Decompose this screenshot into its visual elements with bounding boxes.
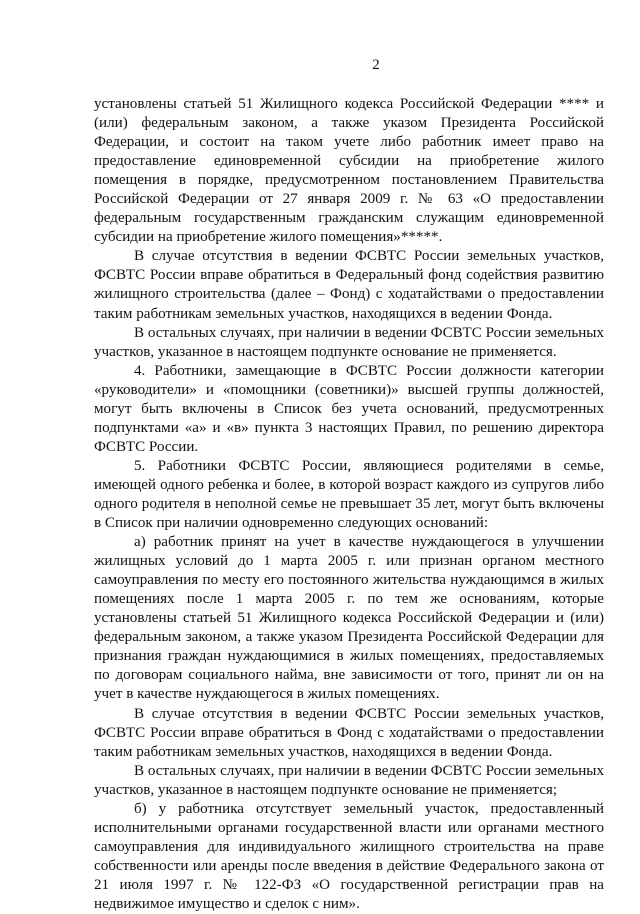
paragraph-continuation: установлены статьей 51 Жилищного кодекса Российской Федерации **** и (или) федеральным законом, а также указом Президента Российской Федерации, и состоит на таком учете либо работник имеет право на предоставление единовременной субсидии на приобретение жилого помещения в порядке, предусмотренном постановлением Правительства Российской Федерации от 27 января 2009 г. № 63 «О предоставлении федеральным государственным гражданским служащим единовременной субсидии на приобретение жилого помещения»*****.: [94, 96, 604, 246]
paragraph: В случае отсутствия в ведении ФСВТС России земельных участков, ФСВТС России вправе обратиться в Федеральный фонд содействия развитию жилищного строительства (далее – Фонд) с ходатайствами о предоставлении таким работникам земельных участков, находящихся в ведении Фонда.: [94, 248, 604, 322]
paragraph: а) работник принят на учет в качестве нуждающегося в улучшении жилищных условий до 1 марта 2005 г. или признан органом местного самоуправления по месту его постоянного жительства нуждающимся в жилых помещениях после 1 марта 2005 г. по тем же основаниям, которые установлены статьей 51 Жилищного кодекса Российской Федерации и (или) федеральным законом, а также указом Президента Российской Федерации для признания граждан нуждающимися в жилых помещениях, предоставляемых по договорам социального найма, вне зависимости от того, принят ли он на учет в качестве нуждающегося в жилых помещениях.: [94, 534, 604, 703]
paragraph: В остальных случаях, при наличии в ведении ФСВТС России земельных участков, указанное в настоящем подпункте основание не применяется.: [94, 324, 604, 360]
paragraph: 4. Работники, замещающие в ФСВТС России должности категории «руководители» и «помощники (советники)» высшей группы должностей, могут быть включены в Список без учета оснований, предусмотренных подпунктами «а» и «в» пункта 3 настоящих Правил, по решению директора ФСВТС России.: [94, 362, 604, 455]
document-body: [94, 95, 604, 914]
page-number: 2: [372, 57, 380, 73]
paragraph: 5. Работники ФСВТС России, являющиеся родителями в семье, имеющей одного ребенка и более, в которой возраст каждого из супругов либо одного родителя в неполной семье не превышает 35 лет, могут быть включены в Список при наличии одновременно следующих оснований:: [94, 457, 604, 532]
paragraph: В остальных случаях, при наличии в ведении ФСВТС России земельных участков, указанное в настоящем подпункте основание не применяется;: [94, 762, 604, 798]
paragraph: В случае отсутствия в ведении ФСВТС России земельных участков, ФСВТС России вправе обратиться в Фонд с ходатайствами о предоставлении таким работникам земельных участков, находящихся в ведении Фонда.: [94, 705, 604, 760]
paragraph: б) у работника отсутствует земельный участок, предоставленный исполнительными органами государственной власти или органами местного самоуправления для индивидуального жилищного строительства на праве собственности или аренды после введения в действие Федерального закона от 21 июля 1997 г. № 122-ФЗ «О государственной регистрации прав на недвижимое имущество и сделок с ним».: [94, 800, 604, 912]
